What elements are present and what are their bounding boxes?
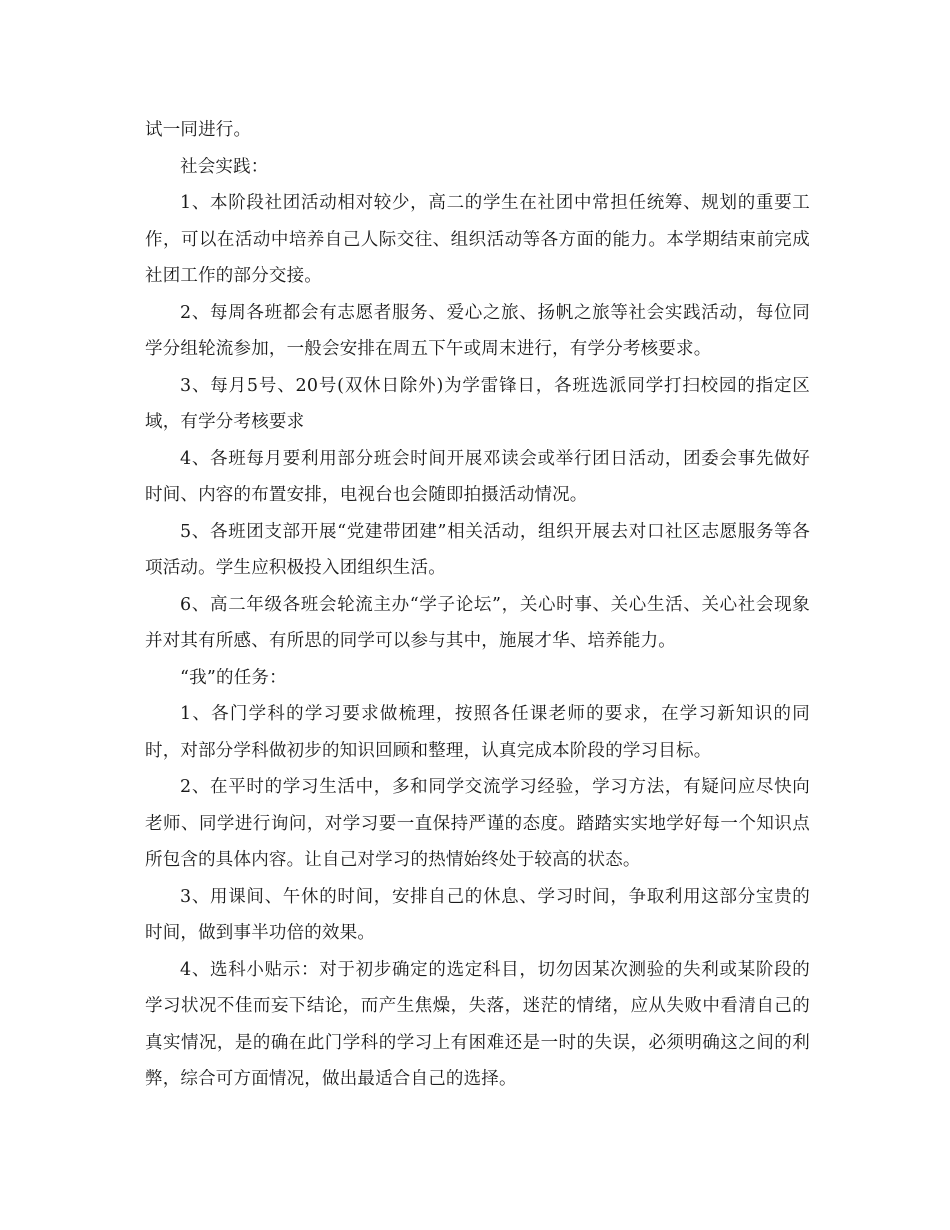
social-practice-item-1: 1、本阶段社团活动相对较少，高二的学生在社团中常担任统筹、规划的重要工作，可以在活动中培养自己人际交往、组织活动等各方面的能力。本学期结束前完成社团工作的部分交接。	[145, 193, 810, 286]
paragraph-continuation: 试一同进行。	[145, 120, 252, 140]
social-practice-item-5: 5、各班团支部开展“党建带团建”相关活动，组织开展去对口社区志愿服务等各项活动。学生应积极投入团组织生活。	[145, 521, 810, 578]
social-practice-item-3: 3、每月5号、20号(双休日除外)为学雷锋日，各班选派同学打扫校园的指定区域，有学分考核要求	[145, 375, 810, 432]
my-tasks-item-2: 2、在平时的学习生活中，多和同学交流学习经验，学习方法，有疑问应尽快向老师、同学进行询问，对学习要一直保持严谨的态度。踏踏实实地学好每一个知识点所包含的具体内容。让自己对学习的热情始终处于较高的状态。	[145, 777, 810, 870]
social-practice-item-6: 6、高二年级各班会轮流主办“学子论坛”，关心时事、关心生活、关心社会现象并对其有所感、有所思的同学可以参与其中，施展才华、培养能力。	[145, 594, 810, 651]
section-heading-my-tasks: “我”的任务：	[180, 667, 287, 688]
social-practice-item-4: 4、各班每月要利用部分班会时间开展邓读会或举行团日活动，团委会事先做好时间、内容的布置安排，电视台也会随即拍摄活动情况。	[145, 448, 810, 505]
document-body	[145, 112, 810, 1098]
social-practice-item-2: 2、每周各班都会有志愿者服务、爱心之旅、扬帆之旅等社会实践活动，每位同学分组轮流参加，一般会安排在周五下午或周末进行，有学分考核要求。	[145, 302, 810, 359]
my-tasks-item-4: 4、选科小贴示：对于初步确定的选定科目，切勿因某次测验的失利或某阶段的学习状况不佳而妄下结论，而产生焦燥，失落，迷茫的情绪，应从失败中看清自己的真实情况，是的确在此门学科的学习上有困难还是一时的失误，必须明确这之间的利弊，综合可方面情况，做出最适合自己的选择。	[145, 959, 810, 1089]
section-heading-social-practice: 社会实践：	[180, 156, 269, 177]
my-tasks-item-1: 1、各门学科的学习要求做梳理，按照各任课老师的要求，在学习新知识的同时，对部分学科做初步的知识回顾和整理，认真完成本阶段的学习目标。	[145, 704, 810, 761]
my-tasks-item-3: 3、用课间、午休的时间，安排自己的休息、学习时间，争取利用这部分宝贵的时间，做到事半功倍的效果。	[145, 886, 810, 943]
